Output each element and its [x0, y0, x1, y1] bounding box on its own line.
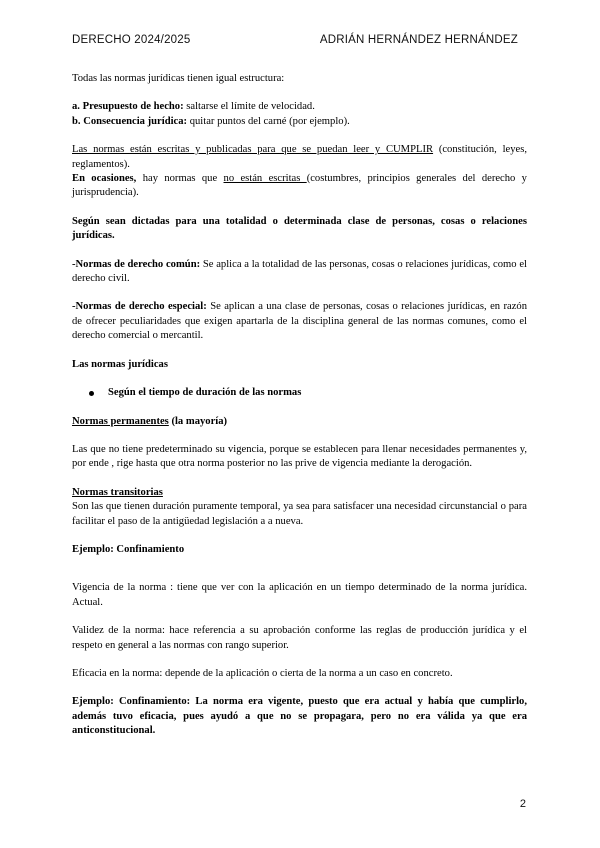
- permanent-heading-line: [72, 415, 527, 429]
- classification-heading: Según sean dictadas para una totalidad o determinada clase de personas, cosas o relaciones jurídicas.: [72, 215, 527, 242]
- occasions-underlined: no están escritas: [223, 173, 307, 185]
- occasions-bold: En ocasiones,: [72, 173, 137, 185]
- written-underlined: Las normas están escritas y publicadas para que se puedan leer y CUMPLIR: [72, 144, 434, 156]
- eficacia-paragraph: Eficacia en la norma: depende de la aplicación o cierta de la norma a un caso en concreto.: [72, 667, 453, 679]
- common-label: -Normas de derecho común:: [72, 258, 201, 270]
- example-confinement: Ejemplo: Confinamiento: [72, 543, 185, 555]
- final-example-paragraph: Ejemplo: Confinamiento: La norma era vigente, puesto que era actual y había que cumplirlo, además tuvo eficacia, pues ayudó a que no se propagara, pero no era válida ya que era anticonstitucional.: [72, 696, 527, 737]
- special-text: Se aplican a una clase de personas, cosas o relaciones jurídicas, en razón de ofrecer peculiaridades que exigen apartarla de la disciplina general de las normas comunes, como el derecho comercial o mercantil.: [72, 301, 527, 342]
- special-label: -Normas de derecho especial:: [72, 301, 207, 313]
- common-law-paragraph: [72, 258, 527, 287]
- header-author: ADRIÁN HERNÁNDEZ HERNÁNDEZ: [319, 34, 518, 46]
- legal-norms-heading: Las normas jurídicas: [72, 358, 168, 370]
- transitory-heading: Normas transitorias: [72, 486, 163, 498]
- item-a: [72, 100, 527, 114]
- permanent-suffix: (la mayoría): [168, 415, 228, 427]
- written-norms-paragraph: [72, 143, 527, 172]
- item-a-label: a. Presupuesto de hecho:: [72, 101, 184, 113]
- bullet-duration-text: Según el tiempo de duración de las normas: [108, 387, 302, 399]
- bullet-item: [72, 386, 527, 400]
- occasions-rest: (costumbres, principios generales del derecho y jurisprudencia).: [72, 173, 527, 199]
- permanent-heading: Normas permanentes: [72, 415, 169, 427]
- common-text: Se aplica a la totalidad de las personas, cosas o relaciones jurídicas, como el derecho civil.: [72, 258, 527, 285]
- header-course: DERECHO 2024/2025: [72, 34, 191, 46]
- item-b: [72, 115, 527, 129]
- item-a-text: saltarse el límite de velocidad.: [183, 101, 315, 113]
- bullet-dot-icon: [89, 391, 94, 396]
- permanent-paragraph: Las que no tiene predeterminado su vigencia, porque se establecen para llenar necesidades permanentes y, por ende , rige hasta que otra norma posterior no las prive de vigencia mediante la derogación.: [72, 443, 527, 470]
- validez-paragraph: Validez de la norma: hace referencia a su aprobación conforme las reglas de producción jurídica y el respeto en general a las normas con rango superior.: [72, 625, 527, 651]
- occasions-mid: hay normas que: [136, 173, 224, 185]
- written-rest: (constitución, leyes, reglamentos).: [72, 144, 527, 170]
- item-b-text: quitar puntos del carné (por ejemplo).: [187, 115, 350, 127]
- page-header: [72, 34, 518, 46]
- vigencia-paragraph: Vigencia de la norma : tiene que ver con la aplicación en un tiempo determinado de la norma jurídica. Actual.: [72, 582, 527, 608]
- occasions-paragraph: [72, 172, 527, 201]
- intro-paragraph: Todas las normas jurídicas tienen igual estructura:: [72, 73, 285, 84]
- item-b-label: b. Consecuencia jurídica:: [72, 115, 188, 127]
- transitory-paragraph: Son las que tienen duración puramente temporal, ya sea para satisfacer una necesidad circunstancial o para facilitar el paso de la antigüedad legislación a a nueva.: [72, 501, 527, 527]
- page-number: 2: [519, 798, 526, 810]
- special-law-paragraph: [72, 300, 527, 343]
- document-body: [72, 72, 527, 739]
